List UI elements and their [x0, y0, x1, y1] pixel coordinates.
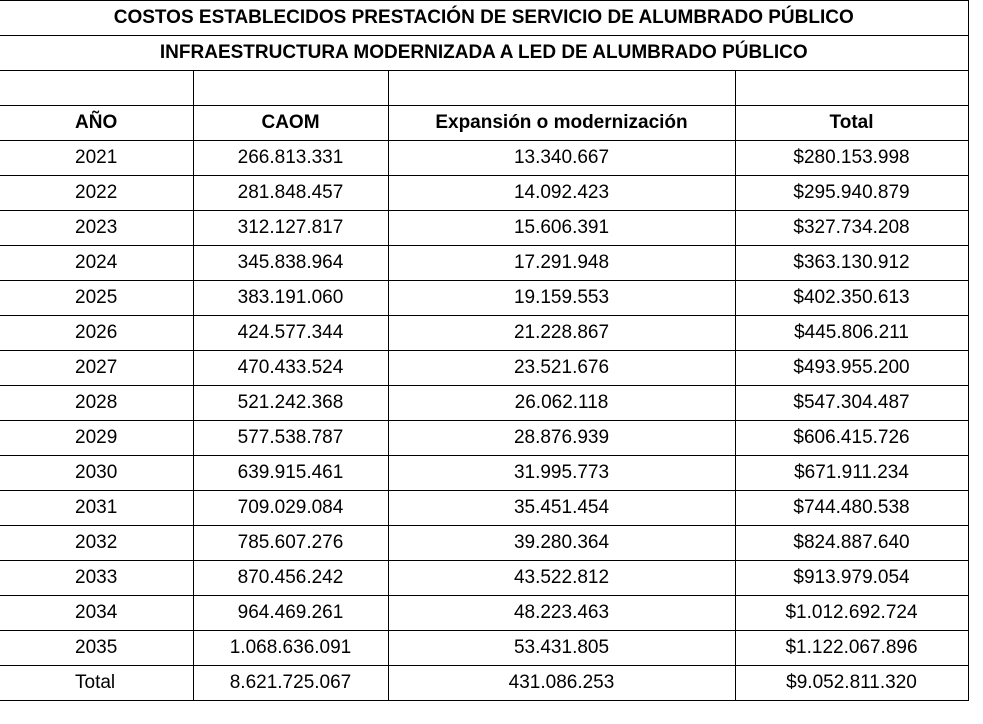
blank-cell — [735, 71, 968, 106]
cell-total: $280.153.998 — [735, 141, 968, 176]
cell-caom: 266.813.331 — [193, 141, 388, 176]
cell-total: $824.887.640 — [735, 526, 968, 561]
cell-total: $1.012.692.724 — [735, 596, 968, 631]
cell-total: $671.911.234 — [735, 456, 968, 491]
cell-expansion: 21.228.867 — [388, 316, 735, 351]
cell-year: 2023 — [0, 211, 193, 246]
blank-cell — [193, 71, 388, 106]
cell-total: $493.955.200 — [735, 351, 968, 386]
totals-total: $9.052.811.320 — [735, 666, 968, 701]
totals-label: Total — [0, 666, 193, 701]
cell-expansion: 15.606.391 — [388, 211, 735, 246]
cell-caom: 521.242.368 — [193, 386, 388, 421]
cell-expansion: 31.995.773 — [388, 456, 735, 491]
header-total: Total — [735, 106, 968, 141]
totals-caom: 8.621.725.067 — [193, 666, 388, 701]
cell-expansion: 13.340.667 — [388, 141, 735, 176]
cell-year: 2021 — [0, 141, 193, 176]
cell-year: 2034 — [0, 596, 193, 631]
table-row — [0, 631, 968, 666]
cell-total: $445.806.211 — [735, 316, 968, 351]
cell-expansion: 23.521.676 — [388, 351, 735, 386]
table-row — [0, 596, 968, 631]
table-row — [0, 281, 968, 316]
cell-expansion: 26.062.118 — [388, 386, 735, 421]
cell-year: 2026 — [0, 316, 193, 351]
cell-year: 2030 — [0, 456, 193, 491]
cell-caom: 424.577.344 — [193, 316, 388, 351]
table-subtitle: INFRAESTRUCTURA MODERNIZADA A LED DE ALUMBRADO PÚBLICO — [0, 36, 968, 71]
cell-caom: 964.469.261 — [193, 596, 388, 631]
table-row — [0, 526, 968, 561]
cell-total: $295.940.879 — [735, 176, 968, 211]
cell-year: 2022 — [0, 176, 193, 211]
cell-expansion: 28.876.939 — [388, 421, 735, 456]
blank-row — [0, 71, 968, 106]
cell-expansion: 17.291.948 — [388, 246, 735, 281]
header-caom: CAOM — [193, 106, 388, 141]
subtitle-row — [0, 36, 968, 71]
header-year: AÑO — [0, 106, 193, 141]
table-row — [0, 246, 968, 281]
cell-total: $913.979.054 — [735, 561, 968, 596]
cell-total: $327.734.208 — [735, 211, 968, 246]
table-row — [0, 421, 968, 456]
blank-cell — [388, 71, 735, 106]
cell-total: $402.350.613 — [735, 281, 968, 316]
table-row — [0, 211, 968, 246]
title-row — [0, 1, 968, 36]
cell-year: 2027 — [0, 351, 193, 386]
cell-year: 2033 — [0, 561, 193, 596]
cell-caom: 785.607.276 — [193, 526, 388, 561]
cell-caom: 1.068.636.091 — [193, 631, 388, 666]
cell-caom: 870.456.242 — [193, 561, 388, 596]
cell-total: $547.304.487 — [735, 386, 968, 421]
table-row — [0, 316, 968, 351]
table-row — [0, 141, 968, 176]
cell-caom: 383.191.060 — [193, 281, 388, 316]
cell-year: 2028 — [0, 386, 193, 421]
cell-expansion: 35.451.454 — [388, 491, 735, 526]
table-row — [0, 351, 968, 386]
cell-caom: 312.127.817 — [193, 211, 388, 246]
totals-row — [0, 666, 968, 701]
cell-expansion: 14.092.423 — [388, 176, 735, 211]
cell-total: $744.480.538 — [735, 491, 968, 526]
cell-total: $606.415.726 — [735, 421, 968, 456]
cell-caom: 345.838.964 — [193, 246, 388, 281]
table-row — [0, 491, 968, 526]
cell-year: 2025 — [0, 281, 193, 316]
cell-year: 2029 — [0, 421, 193, 456]
table-row — [0, 386, 968, 421]
cell-year: 2024 — [0, 246, 193, 281]
totals-expansion: 431.086.253 — [388, 666, 735, 701]
header-row — [0, 106, 968, 141]
table-row — [0, 456, 968, 491]
cell-caom: 577.538.787 — [193, 421, 388, 456]
cell-expansion: 19.159.553 — [388, 281, 735, 316]
cell-year: 2032 — [0, 526, 193, 561]
table-row — [0, 561, 968, 596]
table-title: COSTOS ESTABLECIDOS PRESTACIÓN DE SERVICIO DE ALUMBRADO PÚBLICO — [0, 1, 968, 36]
cell-expansion: 39.280.364 — [388, 526, 735, 561]
cell-expansion: 43.522.812 — [388, 561, 735, 596]
cell-caom: 639.915.461 — [193, 456, 388, 491]
cell-total: $363.130.912 — [735, 246, 968, 281]
header-expansion: Expansión o modernización — [388, 106, 735, 141]
cell-expansion: 53.431.805 — [388, 631, 735, 666]
cell-caom: 709.029.084 — [193, 491, 388, 526]
cell-total: $1.122.067.896 — [735, 631, 968, 666]
blank-cell — [0, 71, 193, 106]
cell-caom: 281.848.457 — [193, 176, 388, 211]
table-row — [0, 176, 968, 211]
cell-year: 2035 — [0, 631, 193, 666]
cell-caom: 470.433.524 — [193, 351, 388, 386]
cell-expansion: 48.223.463 — [388, 596, 735, 631]
cell-year: 2031 — [0, 491, 193, 526]
